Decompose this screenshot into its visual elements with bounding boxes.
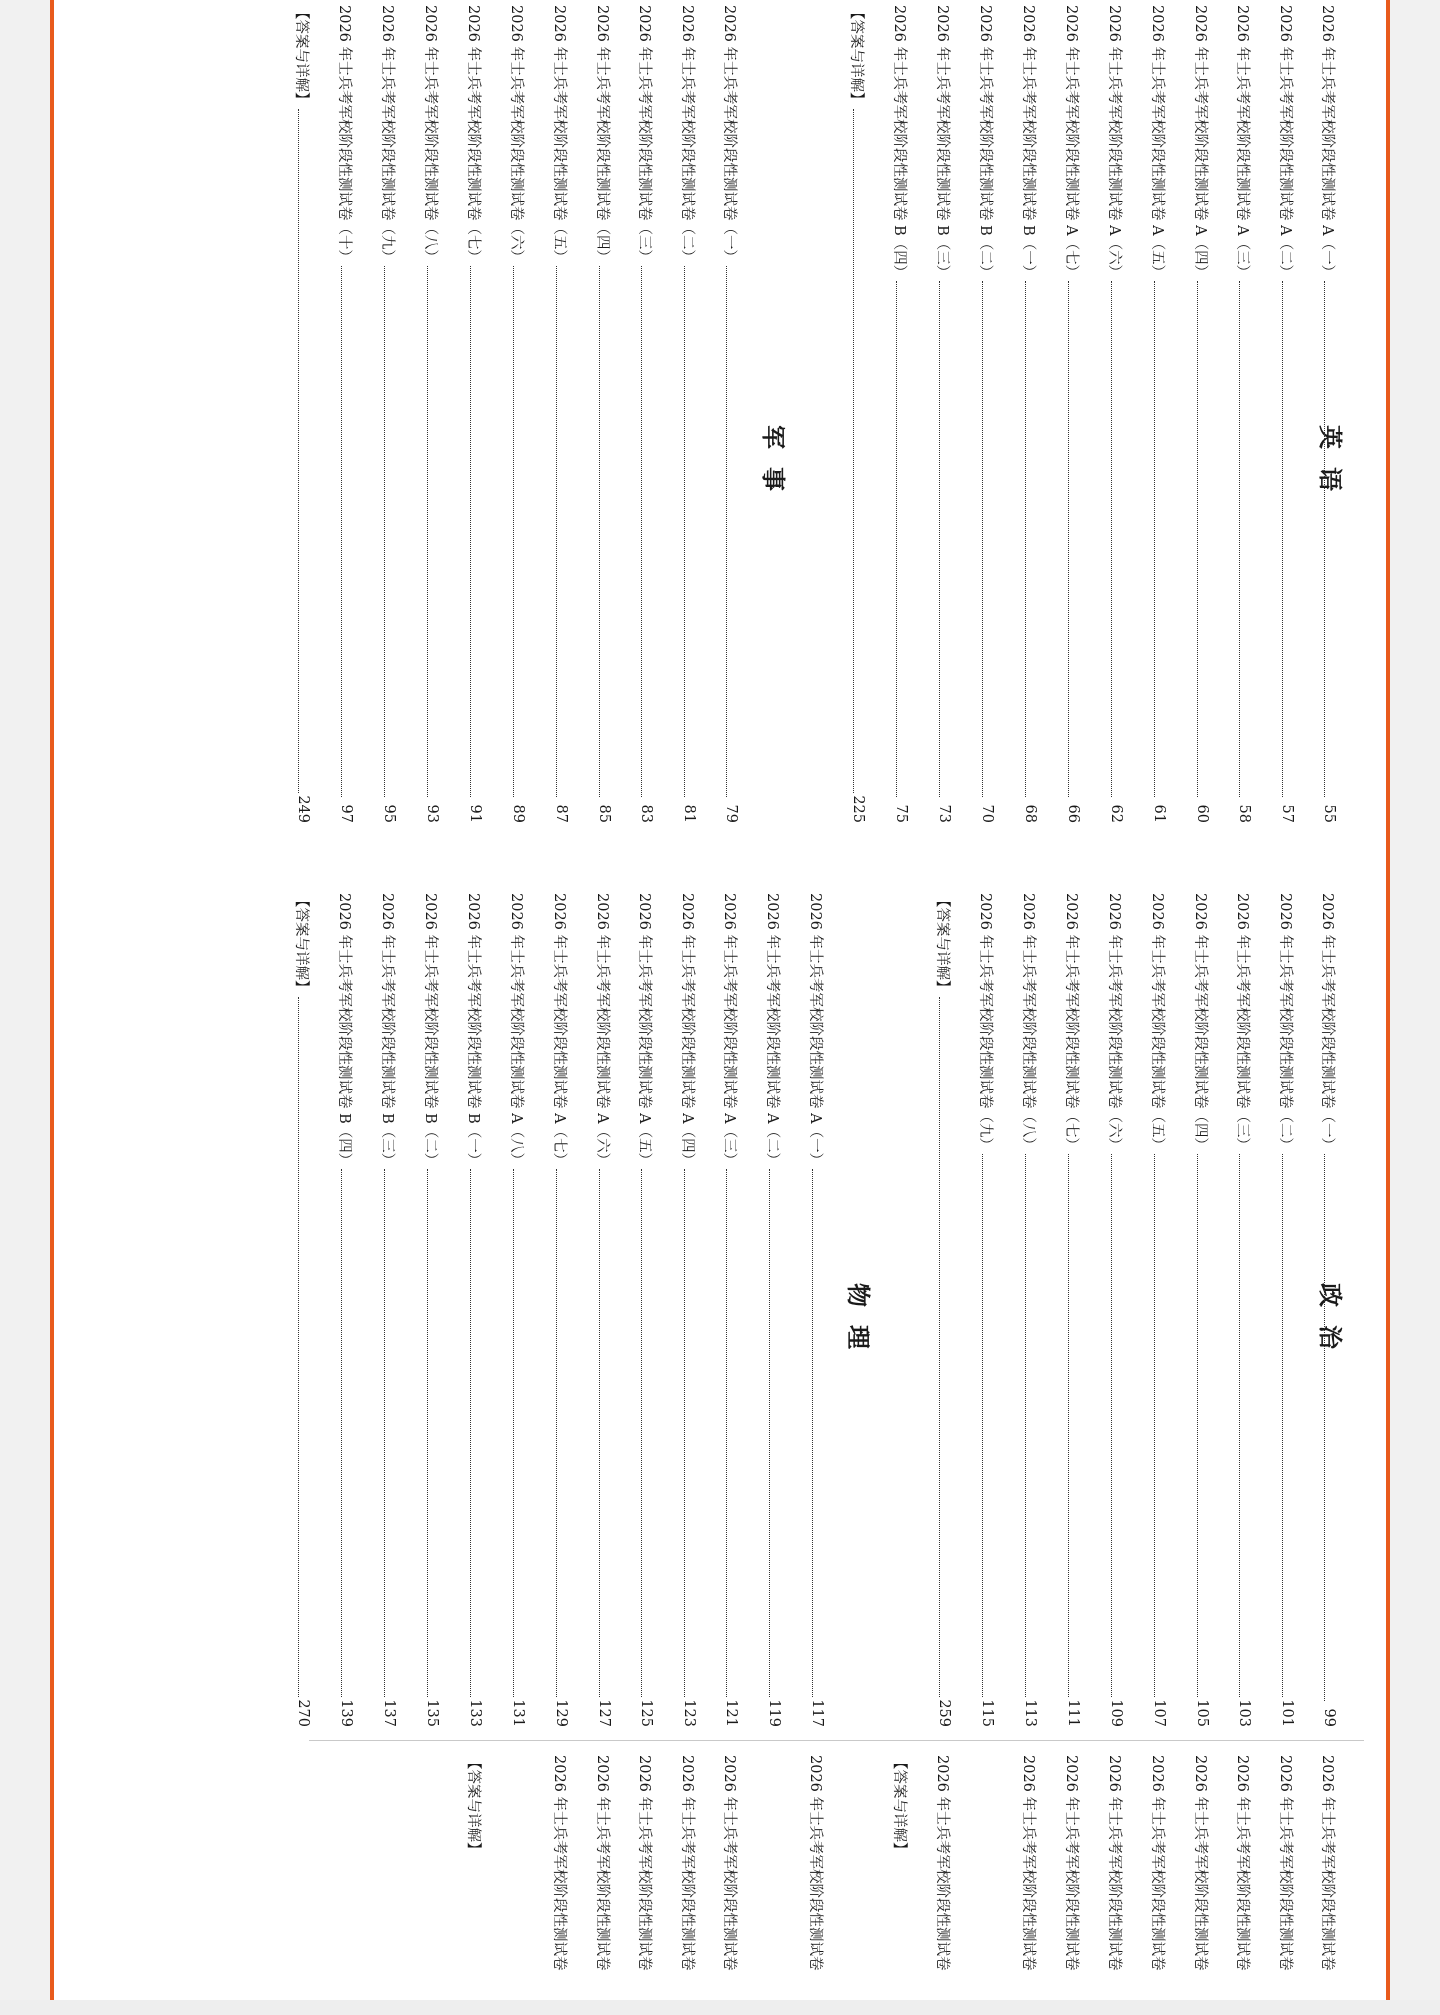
- toc-entry-page: 73: [936, 804, 952, 823]
- toc-entry[interactable]: [1277, 5, 1297, 823]
- dot-leader: [642, 1169, 643, 1697]
- toc-entry[interactable]: [1149, 1755, 1169, 1971]
- dot-leader: [1026, 1154, 1027, 1697]
- toc-entry-page: 105: [1194, 1699, 1210, 1727]
- dot-leader: [940, 281, 941, 797]
- toc-entry-page: 89: [510, 804, 526, 823]
- toc-entry[interactable]: [1277, 893, 1297, 1727]
- toc-entry-title: 2026 年士兵考军校阶段性测试卷: [721, 1755, 738, 1971]
- toc-entry-title: 2026 年士兵考军校阶段性测试卷（六）: [508, 5, 525, 265]
- toc-entry-title: 2026 年士兵考军校阶段性测试卷（九）: [379, 5, 396, 265]
- dot-leader: [600, 266, 601, 797]
- toc-entry[interactable]: [1319, 893, 1339, 1727]
- toc-entry-page: 119: [766, 1699, 782, 1727]
- toc-sheet: [234, 0, 1374, 2000]
- toc-entry-title: 2026 年士兵考军校阶段性测试卷: [551, 1755, 568, 1971]
- toc-entry-title: 2026 年士兵考军校阶段性测试卷: [1192, 1755, 1209, 1971]
- toc-entry-page: 107: [1151, 1699, 1167, 1727]
- toc-entry-page: 125: [638, 1699, 654, 1727]
- toc-entry[interactable]: [1192, 893, 1212, 1727]
- toc-entry-page: 79: [723, 804, 739, 823]
- toc-entry[interactable]: [934, 893, 954, 1727]
- toc-entry-page: 115: [979, 1699, 995, 1727]
- dot-leader: [770, 1169, 771, 1697]
- toc-entry-page: 259: [936, 1699, 952, 1727]
- toc-entry-page: 75: [893, 804, 909, 823]
- toc-entry[interactable]: [594, 1755, 614, 1971]
- dot-leader: [1155, 1154, 1156, 1697]
- page-border-right: [1386, 0, 1390, 2000]
- toc-entry[interactable]: [422, 5, 442, 823]
- dot-leader: [1325, 281, 1326, 797]
- toc-entry-page: 55: [1321, 804, 1337, 823]
- toc-entry-title: 2026 年士兵考军校阶段性测试卷: [594, 1755, 611, 1971]
- toc-entry[interactable]: [977, 5, 997, 823]
- toc-entry-title: 2026 年士兵考军校阶段性测试卷: [1106, 1755, 1123, 1971]
- toc-entry-title: 2026 年士兵考军校阶段性测试卷（一）: [1319, 893, 1336, 1153]
- toc-entry-page: 135: [424, 1699, 440, 1727]
- toc-entry-page: 127: [596, 1699, 612, 1727]
- background-right: [1390, 0, 1440, 2000]
- toc-entry[interactable]: [508, 5, 528, 823]
- toc-column-3-partial: [234, 1755, 1374, 2015]
- toc-entry-title: 2026 年士兵考军校阶段性测试卷（二）: [679, 5, 696, 265]
- toc-entry-page: 81: [681, 804, 697, 823]
- toc-entry[interactable]: [594, 5, 614, 823]
- toc-entry[interactable]: [679, 5, 699, 823]
- toc-entry-title: 【答案与详解】: [293, 5, 310, 107]
- toc-entry[interactable]: [1234, 5, 1254, 823]
- dot-leader: [1069, 1154, 1070, 1697]
- dot-leader: [428, 266, 429, 797]
- dot-leader: [1325, 1154, 1326, 1701]
- toc-entry-page: 101: [1279, 1699, 1295, 1727]
- toc-entry-title: 2026 年士兵考军校阶段性测试卷（三）: [636, 5, 653, 265]
- toc-entry-title: 2026 年士兵考军校阶段性测试卷 B（三）: [379, 893, 396, 1168]
- toc-entry-page: 111: [1065, 1699, 1081, 1727]
- toc-entry[interactable]: [293, 893, 313, 1727]
- toc-entry[interactable]: [336, 5, 356, 823]
- toc-entry-title: 2026 年士兵考军校阶段性测试卷 A（一）: [807, 893, 824, 1168]
- toc-page: [54, 0, 1386, 2000]
- toc-entry-page: 66: [1065, 804, 1081, 823]
- toc-entry-title: 2026 年士兵考军校阶段性测试卷 A（六）: [1106, 5, 1123, 280]
- dot-leader: [1240, 281, 1241, 797]
- toc-column-1: [234, 5, 1374, 830]
- toc-entry[interactable]: [465, 1755, 485, 1857]
- toc-entry-title: 2026 年士兵考军校阶段性测试卷（八）: [1020, 893, 1037, 1153]
- dot-leader: [897, 281, 898, 797]
- toc-entry-title: 2026 年士兵考军校阶段性测试卷 B（一）: [1020, 5, 1037, 280]
- toc-entry-page: 83: [638, 804, 654, 823]
- toc-entry[interactable]: [679, 1755, 699, 1971]
- toc-entry-title: 【答案与详解】: [848, 5, 865, 107]
- toc-entry-title: 2026 年士兵考军校阶段性测试卷（十）: [336, 5, 353, 265]
- toc-entry-title: 2026 年士兵考军校阶段性测试卷 A（六）: [594, 893, 611, 1168]
- toc-entry-page: 91: [467, 804, 483, 823]
- toc-entry-title: 2026 年士兵考军校阶段性测试卷 B（二）: [422, 893, 439, 1168]
- section-heading-physics: 物理: [844, 1283, 873, 1367]
- toc-entry-page: 61: [1151, 804, 1167, 823]
- toc-entry-title: 【答案与详解】: [891, 1755, 908, 1857]
- toc-entry-title: 2026 年士兵考军校阶段性测试卷 B（一）: [465, 893, 482, 1168]
- dot-leader: [471, 1169, 472, 1697]
- toc-entry-page: 139: [338, 1699, 354, 1727]
- dot-leader: [940, 997, 941, 1698]
- toc-entry-title: 2026 年士兵考军校阶段性测试卷 A（三）: [721, 893, 738, 1168]
- toc-entry-page: 103: [1236, 1699, 1252, 1727]
- toc-entry-page: 57: [1279, 804, 1295, 823]
- dot-leader: [685, 1169, 686, 1697]
- toc-entry-title: 2026 年士兵考军校阶段性测试卷: [934, 1755, 951, 1971]
- toc-entry-page: 99: [1321, 1708, 1337, 1727]
- dot-leader: [514, 1169, 515, 1697]
- toc-entry-title: 【答案与详解】: [293, 893, 310, 995]
- toc-entry-title: 2026 年士兵考军校阶段性测试卷 A（二）: [764, 893, 781, 1168]
- toc-entry-title: 2026 年士兵考军校阶段性测试卷（九）: [977, 893, 994, 1153]
- section-heading-english: 英语: [1316, 425, 1345, 509]
- dot-leader: [1240, 1154, 1241, 1697]
- toc-entry-title: 2026 年士兵考军校阶段性测试卷（五）: [551, 5, 568, 265]
- toc-column-2: [234, 893, 1374, 1733]
- toc-entry-title: 2026 年士兵考军校阶段性测试卷 A（七）: [551, 893, 568, 1168]
- toc-entry[interactable]: [1106, 5, 1126, 823]
- dot-leader: [1198, 1154, 1199, 1697]
- dot-leader: [983, 1154, 984, 1697]
- toc-entry[interactable]: [1234, 1755, 1254, 1971]
- toc-entry[interactable]: [1063, 5, 1083, 823]
- toc-entry[interactable]: [1020, 893, 1040, 1727]
- toc-entry[interactable]: [721, 5, 741, 823]
- toc-entry[interactable]: [1063, 893, 1083, 1727]
- toc-entry[interactable]: [1106, 893, 1126, 1727]
- toc-entry-page: 249: [295, 795, 311, 823]
- toc-entry-title: 2026 年士兵考军校阶段性测试卷: [807, 1755, 824, 1971]
- toc-entry-page: 58: [1236, 804, 1252, 823]
- toc-entry[interactable]: [1106, 1755, 1126, 1971]
- toc-entry-title: 2026 年士兵考军校阶段性测试卷（二）: [1277, 893, 1294, 1153]
- background-left: [0, 0, 50, 2000]
- toc-entry[interactable]: [293, 5, 313, 823]
- toc-entry-page: 85: [596, 804, 612, 823]
- dot-leader: [685, 266, 686, 797]
- toc-entry[interactable]: [636, 5, 656, 823]
- dot-leader: [428, 1169, 429, 1697]
- toc-entry-title: 2026 年士兵考军校阶段性测试卷 A（八）: [508, 893, 525, 1168]
- toc-entry-title: 2026 年士兵考军校阶段性测试卷（六）: [1106, 893, 1123, 1153]
- toc-entry-page: 117: [809, 1699, 825, 1727]
- toc-entry-title: 2026 年士兵考军校阶段性测试卷: [1277, 1755, 1294, 1971]
- toc-entry[interactable]: [977, 893, 997, 1727]
- dot-leader: [557, 266, 558, 797]
- toc-entry[interactable]: [1319, 1755, 1339, 1971]
- section-heading-politics: 政治: [1316, 1283, 1345, 1367]
- dot-leader: [600, 1169, 601, 1697]
- toc-entry[interactable]: [679, 893, 699, 1727]
- toc-entry-title: 2026 年士兵考军校阶段性测试卷（五）: [1149, 893, 1166, 1153]
- toc-entry-title: 2026 年士兵考军校阶段性测试卷（七）: [1063, 893, 1080, 1153]
- toc-entry[interactable]: [1020, 1755, 1040, 1971]
- dot-leader: [385, 266, 386, 797]
- toc-entry-page: 93: [424, 804, 440, 823]
- dot-leader: [1283, 281, 1284, 797]
- toc-entry-page: 60: [1194, 804, 1210, 823]
- dot-leader: [854, 109, 855, 794]
- section-heading-military: 军事: [759, 425, 788, 509]
- dot-leader: [1112, 281, 1113, 797]
- toc-entry-page: 121: [723, 1699, 739, 1727]
- dot-leader: [557, 1169, 558, 1697]
- toc-entry[interactable]: [1234, 893, 1254, 1727]
- toc-entry-title: 2026 年士兵考军校阶段性测试卷 B（二）: [977, 5, 994, 280]
- toc-entry-page: 68: [1022, 804, 1038, 823]
- toc-entry[interactable]: [551, 893, 571, 1727]
- toc-entry-page: 95: [381, 804, 397, 823]
- toc-entry[interactable]: [807, 893, 827, 1727]
- toc-entry-title: 2026 年士兵考军校阶段性测试卷: [1319, 1755, 1336, 1971]
- dot-leader: [342, 266, 343, 797]
- toc-entry-title: 2026 年士兵考军校阶段性测试卷（三）: [1234, 893, 1251, 1153]
- toc-entry[interactable]: [721, 893, 741, 1727]
- toc-entry-title: 2026 年士兵考军校阶段性测试卷（七）: [465, 5, 482, 265]
- toc-entry-page: 87: [553, 804, 569, 823]
- toc-entry-title: 2026 年士兵考军校阶段性测试卷: [1149, 1755, 1166, 1971]
- toc-entry[interactable]: [636, 1755, 656, 1971]
- dot-leader: [1283, 1154, 1284, 1697]
- toc-entry-title: 2026 年士兵考军校阶段性测试卷: [1063, 1755, 1080, 1971]
- toc-entry[interactable]: [1063, 1755, 1083, 1971]
- toc-entry[interactable]: [508, 893, 528, 1727]
- toc-entry[interactable]: [1192, 5, 1212, 823]
- toc-entry-title: 2026 年士兵考军校阶段性测试卷 A（五）: [636, 893, 653, 1168]
- dot-leader: [471, 266, 472, 797]
- toc-entry-title: 2026 年士兵考军校阶段性测试卷（四）: [1192, 893, 1209, 1153]
- dot-leader: [514, 266, 515, 797]
- toc-entry-title: 2026 年士兵考军校阶段性测试卷 A（七）: [1063, 5, 1080, 280]
- dot-leader: [385, 1169, 386, 1697]
- toc-entry[interactable]: [1020, 5, 1040, 823]
- toc-entry[interactable]: [551, 5, 571, 823]
- toc-entry[interactable]: [764, 893, 784, 1727]
- toc-entry-page: 133: [467, 1699, 483, 1727]
- toc-entry-title: 2026 年士兵考军校阶段性测试卷 B（三）: [934, 5, 951, 280]
- toc-entry[interactable]: [891, 5, 911, 823]
- toc-entry[interactable]: [379, 893, 399, 1727]
- toc-entry[interactable]: [848, 5, 868, 823]
- toc-entry[interactable]: [594, 893, 614, 1727]
- toc-entry[interactable]: [807, 1755, 827, 1971]
- toc-entry[interactable]: [336, 893, 356, 1727]
- toc-entry-title: 2026 年士兵考军校阶段性测试卷 A（三）: [1234, 5, 1251, 280]
- toc-entry[interactable]: [934, 1755, 954, 1971]
- column-divider: [309, 1740, 1364, 1741]
- toc-entry-title: 2026 年士兵考军校阶段性测试卷 A（五）: [1149, 5, 1166, 280]
- toc-entry-title: 2026 年士兵考军校阶段性测试卷: [1234, 1755, 1251, 1971]
- toc-entry-page: 109: [1108, 1699, 1124, 1727]
- toc-entry-title: 2026 年士兵考军校阶段性测试卷（八）: [422, 5, 439, 265]
- toc-entry-title: 2026 年士兵考军校阶段性测试卷: [636, 1755, 653, 1971]
- dot-leader: [299, 997, 300, 1698]
- toc-entry-page: 123: [681, 1699, 697, 1727]
- toc-entry[interactable]: [636, 893, 656, 1727]
- dot-leader: [642, 266, 643, 797]
- dot-leader: [727, 1169, 728, 1697]
- toc-entry[interactable]: [891, 1755, 911, 1857]
- toc-entry[interactable]: [721, 1755, 741, 1971]
- toc-entry-title: 2026 年士兵考军校阶段性测试卷 A（二）: [1277, 5, 1294, 280]
- dot-leader: [342, 1169, 343, 1697]
- toc-entry[interactable]: [934, 5, 954, 823]
- toc-entry-page: 97: [338, 804, 354, 823]
- toc-entry[interactable]: [1192, 1755, 1212, 1971]
- toc-entry-page: 131: [510, 1699, 526, 1727]
- toc-entry-title: 2026 年士兵考军校阶段性测试卷: [1020, 1755, 1037, 1971]
- dot-leader: [1198, 281, 1199, 797]
- toc-entry[interactable]: [465, 893, 485, 1727]
- toc-entry-title: 2026 年士兵考军校阶段性测试卷 A（一）: [1319, 5, 1336, 280]
- dot-leader: [1112, 1154, 1113, 1697]
- toc-entry[interactable]: [422, 893, 442, 1727]
- toc-entry[interactable]: [465, 5, 485, 823]
- toc-entry-title: 2026 年士兵考军校阶段性测试卷 B（四）: [891, 5, 908, 280]
- dot-leader: [1069, 281, 1070, 797]
- toc-entry[interactable]: [1319, 5, 1339, 823]
- toc-entry-page: 270: [295, 1699, 311, 1727]
- toc-entry[interactable]: [1149, 5, 1169, 823]
- toc-entry[interactable]: [551, 1755, 571, 1971]
- toc-entry-page: 62: [1108, 804, 1124, 823]
- toc-entry-page: 113: [1022, 1699, 1038, 1727]
- toc-entry-title: 2026 年士兵考军校阶段性测试卷 B（四）: [336, 893, 353, 1168]
- toc-entry[interactable]: [1277, 1755, 1297, 1971]
- toc-entry[interactable]: [1149, 893, 1169, 1727]
- toc-entry-page: 129: [553, 1699, 569, 1727]
- toc-entry-title: 2026 年士兵考军校阶段性测试卷 A（四）: [679, 893, 696, 1168]
- dot-leader: [299, 109, 300, 794]
- dot-leader: [983, 281, 984, 797]
- toc-entry-page: 225: [850, 795, 866, 823]
- toc-entry-title: 2026 年士兵考军校阶段性测试卷 A（四）: [1192, 5, 1209, 280]
- dot-leader: [727, 266, 728, 797]
- toc-entry-title: 2026 年士兵考军校阶段性测试卷（四）: [594, 5, 611, 265]
- dot-leader: [1155, 281, 1156, 797]
- toc-entry-title: 2026 年士兵考军校阶段性测试卷: [679, 1755, 696, 1971]
- dot-leader: [1026, 281, 1027, 797]
- toc-entry-page: 137: [381, 1699, 397, 1727]
- toc-entry-title: 【答案与详解】: [934, 893, 951, 995]
- toc-entry[interactable]: [379, 5, 399, 823]
- toc-entry-title: 2026 年士兵考军校阶段性测试卷（一）: [721, 5, 738, 265]
- toc-entry-page: 70: [979, 804, 995, 823]
- dot-leader: [813, 1169, 814, 1697]
- toc-entry-title: 【答案与详解】: [465, 1755, 482, 1857]
